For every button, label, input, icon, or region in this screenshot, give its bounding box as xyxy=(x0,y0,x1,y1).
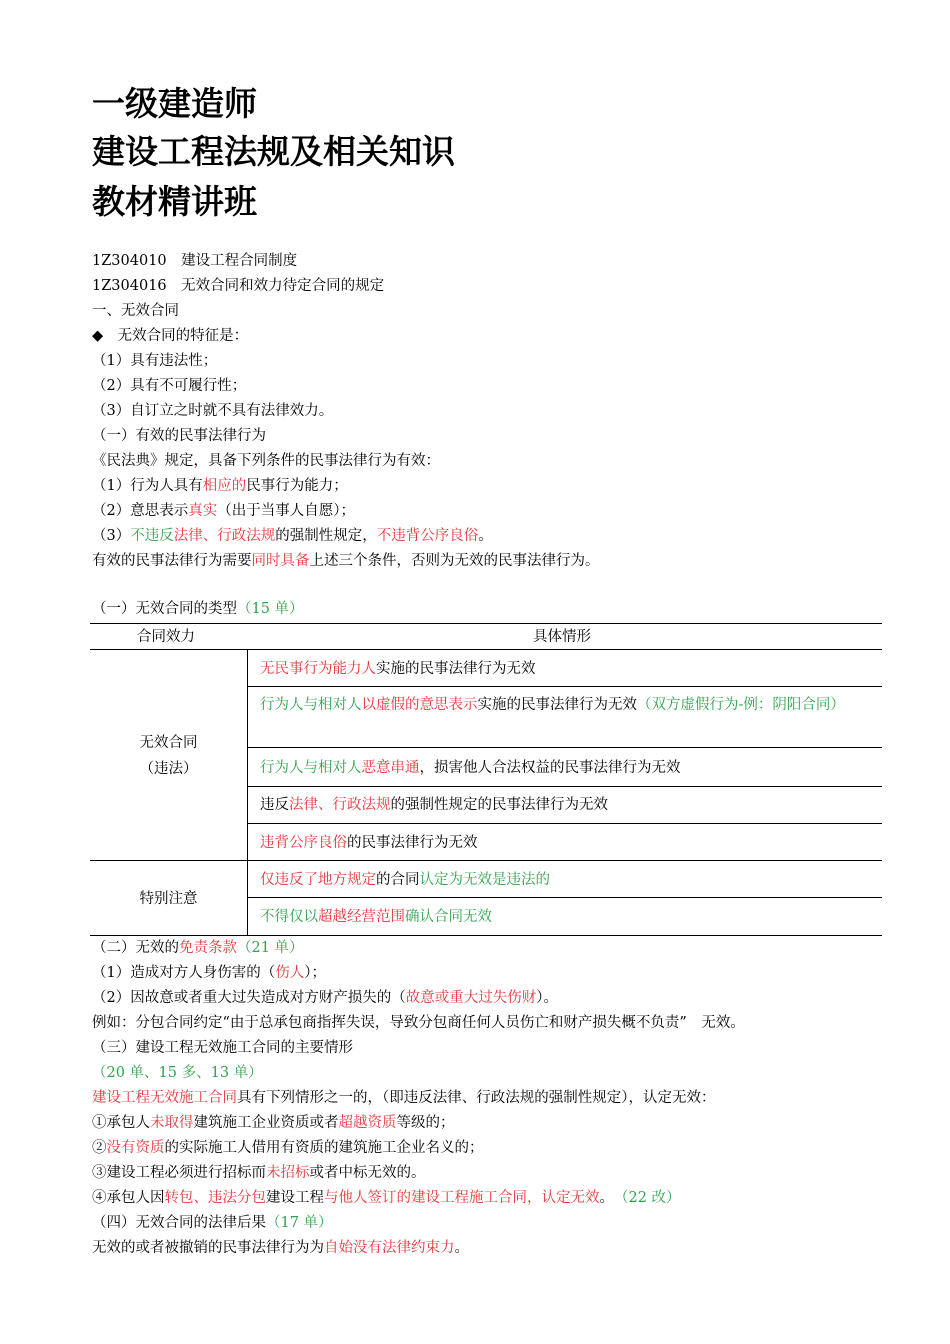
table-top-rule xyxy=(90,623,882,624)
text-line xyxy=(92,1062,263,1084)
text-run: （一）有效的民事法律行为 xyxy=(92,428,266,444)
text-run: 建设工程无效施工合同 xyxy=(92,1090,237,1106)
text-line xyxy=(92,1137,484,1159)
text-line xyxy=(92,250,297,272)
table-caption xyxy=(92,598,304,620)
text-run: 恶意串通 xyxy=(361,760,420,776)
text-line xyxy=(92,1187,681,1209)
text-run: 例如：分包合同约定“由于总承包商指挥失误，导致分包商任何人员伤亡和财产损失概不负责” 无效。 xyxy=(92,1015,745,1031)
text-run: 1Z304010 建设工程合同制度 xyxy=(92,253,298,269)
text-line xyxy=(92,375,246,397)
text-run: 。 xyxy=(454,1240,469,1256)
text-line xyxy=(92,1237,469,1259)
text-run: 。 xyxy=(478,528,493,544)
text-line xyxy=(92,1012,745,1034)
text-line xyxy=(92,275,384,297)
text-run: （17 单） xyxy=(266,1215,333,1231)
doc-title-line-1: 一级建造师 xyxy=(92,84,257,123)
text-run: 等级的； xyxy=(396,1115,455,1131)
text-run: 1Z304016 无效合同和效力待定合同的规定 xyxy=(92,278,385,294)
text-run: 法律、行政法规 xyxy=(289,797,391,813)
text-line xyxy=(92,475,348,497)
text-run: 伤人 xyxy=(275,965,305,981)
text-run: （1）造成对方人身伤害的（ xyxy=(92,965,276,981)
text-run: 违反 xyxy=(260,797,289,813)
table-row xyxy=(260,830,876,856)
text-run: 实施的民事法律行为无效 xyxy=(477,697,637,713)
text-line xyxy=(92,300,179,322)
text-run: ）； xyxy=(304,965,326,981)
table-row xyxy=(260,792,876,818)
text-run: （21 单） xyxy=(237,940,304,956)
text-run: 有效的民事法律行为需要 xyxy=(92,553,252,569)
text-line xyxy=(92,325,248,347)
table-header-specific-cases: 具体情形 xyxy=(533,629,591,645)
text-run: 相应的 xyxy=(202,478,247,494)
text-run: 没有资质 xyxy=(106,1140,165,1156)
text-run: 真实 xyxy=(188,503,218,519)
text-run: 确认合同无效 xyxy=(405,909,492,925)
text-run: 仅违反了地方规定 xyxy=(260,872,376,888)
text-run: （2）意思表示 xyxy=(92,503,189,519)
text-run: 的合同 xyxy=(376,872,420,888)
text-run: 或者中标无效的。 xyxy=(309,1165,426,1181)
table-row xyxy=(260,692,876,718)
text-run: 超越资质 xyxy=(338,1115,397,1131)
text-run: （3）自订立之时就不具有法律效力。 xyxy=(92,403,334,419)
doc-title-line-3: 教材精讲班 xyxy=(92,182,257,221)
text-run: 的强制性规定的民事法律行为无效 xyxy=(390,797,608,813)
text-run: 法律、行政法规 xyxy=(173,528,276,544)
text-run: （出于当事人自愿）； xyxy=(217,503,355,519)
text-run: 的实际施工人借用有资质的建筑施工企业名义的； xyxy=(164,1140,484,1156)
text-run: （一）无效合同的类型 xyxy=(92,601,237,617)
text-run: 的强制性规定， xyxy=(275,528,377,544)
table-bottom-rule xyxy=(90,935,882,936)
text-run: 转包、违法分包 xyxy=(164,1190,266,1206)
text-run: （三）建设工程无效施工合同的主要情形 xyxy=(92,1040,353,1056)
text-run: （3） xyxy=(92,528,131,544)
table-header-contract-effect: 合同效力 xyxy=(137,629,195,645)
text-run: 自始没有法律约束力 xyxy=(324,1240,455,1256)
text-run: 未招标 xyxy=(266,1165,310,1181)
text-line xyxy=(92,450,440,472)
text-run: 不违背公序良俗 xyxy=(376,528,479,544)
text-run: 不得仅以 xyxy=(260,909,318,925)
text-run: （双方虚假行为-例：阴阳合同） xyxy=(637,697,845,713)
table-row xyxy=(260,755,876,781)
text-run: 同时具备 xyxy=(251,553,310,569)
text-line xyxy=(92,400,333,422)
text-run: 行为人与相对人 xyxy=(260,760,362,776)
text-run: （20 单、15 多、13 单） xyxy=(92,1065,263,1081)
text-run: （15 单） xyxy=(237,601,304,617)
text-run: ）。 xyxy=(536,990,558,1006)
text-run: ④承包人因 xyxy=(92,1190,165,1206)
text-line xyxy=(92,1087,716,1109)
table-header-rule xyxy=(90,649,882,650)
text-run: ，损害他人合法权益的民事法律行为无效 xyxy=(419,760,681,776)
text-line xyxy=(92,962,326,984)
group-label-special-note: 特别注意 xyxy=(139,891,198,907)
text-line xyxy=(92,550,600,572)
text-run: 。 xyxy=(599,1190,622,1206)
table-row xyxy=(260,904,876,930)
table-row xyxy=(260,656,876,682)
text-run: （1）具有违法性； xyxy=(92,353,218,369)
text-run: ①承包人 xyxy=(92,1115,150,1131)
table-column-divider xyxy=(247,649,248,935)
text-run: 实施的民事法律行为无效 xyxy=(376,661,536,677)
text-run: （2）具有不可履行性； xyxy=(92,378,247,394)
text-run: 故意或重大过失伤财 xyxy=(405,990,537,1006)
text-run: 与他人签订的建设工程施工合同，认定无效 xyxy=(324,1190,600,1206)
text-run: 建设工程 xyxy=(266,1190,324,1206)
text-run: 违背公序良俗 xyxy=(260,835,347,851)
text-run: （四）无效合同的法律后果 xyxy=(92,1215,266,1231)
text-run: 无效的或者被撤销的民事法律行为为 xyxy=(92,1240,324,1256)
text-line xyxy=(92,937,304,959)
text-run: 认定为无效是违法的 xyxy=(419,872,550,888)
text-line xyxy=(92,1037,353,1059)
text-run: （1）行为人具有 xyxy=(92,478,203,494)
group-label-invalid-contract: 无效合同 （违法） xyxy=(139,735,198,777)
text-run: （22 改） xyxy=(621,1190,681,1206)
text-run: 超越经营范围 xyxy=(318,909,405,925)
text-line xyxy=(92,350,217,372)
doc-title-line-2: 建设工程法规及相关知识 xyxy=(92,132,455,171)
text-run: 具有下列情形之一的，（即违反法律、行政法规的强制性规定），认定无效： xyxy=(237,1090,716,1106)
text-line xyxy=(92,987,558,1009)
table-group-rule xyxy=(90,860,882,861)
text-run: 民事行为能力； xyxy=(246,478,348,494)
text-run: （二）无效的 xyxy=(92,940,179,956)
text-line xyxy=(92,1212,333,1234)
table-row xyxy=(260,867,876,893)
text-run: 一、无效合同 xyxy=(92,303,179,319)
text-run: （2）因故意或者重大过失造成对方财产损失的（ xyxy=(92,990,406,1006)
text-run: 未取得 xyxy=(150,1115,194,1131)
text-run: 免责条款 xyxy=(179,940,237,956)
text-line xyxy=(92,1112,455,1134)
text-line xyxy=(92,425,266,447)
text-line xyxy=(92,1162,426,1184)
text-run: 《民法典》规定，具备下列条件的民事法律行为有效： xyxy=(92,453,440,469)
text-line xyxy=(92,500,355,522)
text-run: ② xyxy=(92,1140,107,1156)
text-run: 无民事行为能力人 xyxy=(260,661,376,677)
text-run: ◆ 无效合同的特征是： xyxy=(92,328,249,344)
text-run: 不违反 xyxy=(130,528,174,544)
text-run: 以虚假的意思表示 xyxy=(361,697,478,713)
text-line xyxy=(92,525,493,547)
text-run: 上述三个条件，否则为无效的民事法律行为。 xyxy=(309,553,600,569)
text-run: 的民事法律行为无效 xyxy=(347,835,478,851)
text-run: 建筑施工企业资质或者 xyxy=(193,1115,339,1131)
text-run: ③建设工程必须进行招标而 xyxy=(92,1165,266,1181)
text-run: 行为人与相对人 xyxy=(260,697,362,713)
